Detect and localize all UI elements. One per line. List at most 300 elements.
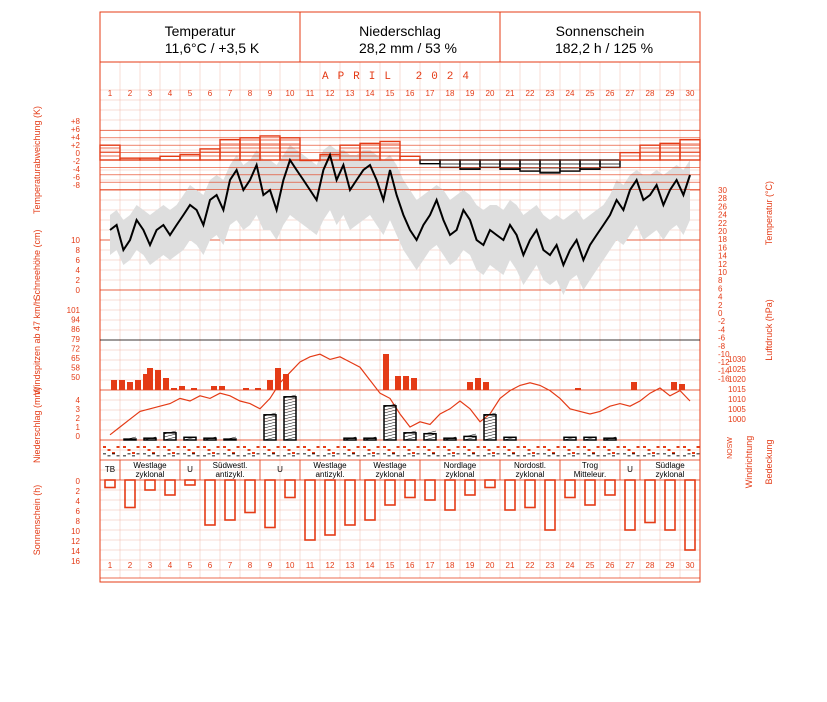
cloud-marker <box>208 453 211 455</box>
cloud-marker <box>243 455 246 457</box>
wind-marker <box>332 452 335 454</box>
day-label: 9 <box>267 89 273 98</box>
wind-marker <box>132 452 135 454</box>
cloud-marker <box>263 453 266 455</box>
wind-marker <box>243 446 246 448</box>
precip-hatch <box>484 422 496 425</box>
day-label: 19 <box>465 561 475 570</box>
day-label: 30 <box>685 561 695 570</box>
precip-tick: 2 <box>75 414 80 423</box>
cloud-marker <box>217 453 220 455</box>
wind-marker <box>317 446 320 448</box>
cloud-marker <box>657 453 660 455</box>
header-sunshine-title: Sonnenschein <box>555 23 645 39</box>
wind-marker <box>412 452 415 454</box>
wind-gust-bar <box>135 380 141 390</box>
wind-marker <box>283 446 286 448</box>
cloud-marker <box>317 455 320 457</box>
day-label: 23 <box>545 89 555 98</box>
day-label: 3 <box>147 561 153 570</box>
axis-title-wind-direction: Windrichtung <box>744 435 754 489</box>
weather-label: zyklonal <box>515 470 545 479</box>
wind-marker <box>683 446 686 448</box>
wind-marker <box>197 446 200 448</box>
axis-title-pressure: Luftdruck (hPa) <box>764 299 774 361</box>
wind-marker <box>337 446 340 448</box>
cloud-marker <box>352 453 355 455</box>
sunshine-tick: 4 <box>75 497 80 506</box>
cloud-marker <box>643 455 646 457</box>
cloud-marker <box>617 453 620 455</box>
sunshine-bar <box>545 480 555 530</box>
wind-marker <box>183 446 186 448</box>
precip-hatch <box>284 416 296 419</box>
deviation-bar <box>160 156 180 160</box>
cloud-marker <box>328 453 331 455</box>
day-label: 9 <box>267 561 273 570</box>
precip-hatch <box>284 410 296 413</box>
wind-marker <box>328 449 331 451</box>
axis-titles <box>32 106 774 555</box>
wind-marker <box>297 446 300 448</box>
weather-label: U <box>187 465 193 474</box>
cloud-marker <box>372 455 375 457</box>
day-label: 5 <box>187 561 193 570</box>
cloud-marker <box>248 453 251 455</box>
wind-marker <box>248 449 251 451</box>
sunshine-bar <box>465 480 475 495</box>
day-label: 3 <box>147 89 153 98</box>
cloud-marker <box>297 453 300 455</box>
day-label: 25 <box>585 561 595 570</box>
deviation-bar <box>400 156 420 160</box>
weather-label: U <box>627 465 633 474</box>
day-label: 27 <box>625 89 635 98</box>
precip-hatch <box>264 428 276 431</box>
sunshine-bar <box>505 480 515 510</box>
wind-marker <box>428 449 431 451</box>
wind-gust-bar <box>475 378 481 390</box>
deviation-bar <box>540 160 560 173</box>
sunshine-bar <box>245 480 255 513</box>
chart-grid <box>100 62 700 578</box>
precip-hatch <box>384 410 396 413</box>
temperature-tick: -10 <box>718 350 730 359</box>
cloud-marker <box>223 453 226 455</box>
day-label: 4 <box>167 561 173 570</box>
wind-gust-bar <box>171 388 177 390</box>
cloud-marker <box>388 455 391 457</box>
wind-gust-bar <box>155 370 161 390</box>
cloud-marker <box>468 455 471 457</box>
wind-marker <box>157 446 160 448</box>
precip-hatch <box>384 416 396 419</box>
cloud-marker <box>148 455 151 457</box>
precip-hatch <box>264 425 276 428</box>
precip-hatch <box>384 413 396 416</box>
precip-hatch <box>384 425 396 428</box>
day-label: 24 <box>565 561 575 570</box>
cloud-marker <box>177 453 180 455</box>
wind-marker <box>563 446 566 448</box>
sunshine-tick: 8 <box>75 517 80 526</box>
temperature-tick: 24 <box>718 210 727 220</box>
cloud-marker <box>672 453 675 455</box>
cloud-marker <box>563 455 566 457</box>
wind-marker <box>383 446 386 448</box>
wind-marker <box>443 446 446 448</box>
cloud-marker <box>552 453 555 455</box>
sunshine-bar <box>105 480 115 488</box>
sunshine-bar <box>285 480 295 498</box>
temperature-tick: 18 <box>718 235 727 245</box>
cloud-marker <box>592 453 595 455</box>
cloud-marker <box>157 455 160 457</box>
cloud-marker <box>648 453 651 455</box>
weather-label: zyklonal <box>655 470 685 479</box>
sunshine-bar <box>525 480 535 508</box>
sunshine-bar <box>125 480 135 508</box>
sunshine-bar <box>385 480 395 505</box>
day-label: 23 <box>545 561 555 570</box>
weather-label: Südlage <box>655 461 685 470</box>
cloud-marker <box>403 455 406 457</box>
cloud-marker <box>568 453 571 455</box>
wind-gust-bar <box>147 368 153 390</box>
wind-gust-bar <box>111 380 117 390</box>
deviation-tick: +8 <box>70 117 80 126</box>
wind-marker <box>348 449 351 451</box>
wind-marker <box>623 446 626 448</box>
wind-marker <box>497 446 500 448</box>
day-label: 22 <box>525 561 535 570</box>
day-label: 26 <box>605 89 615 98</box>
cloud-marker <box>363 455 366 457</box>
wind-marker <box>557 446 560 448</box>
wind-gust-bar <box>275 368 281 390</box>
cloud-marker <box>212 455 215 457</box>
cloud-marker <box>332 455 335 457</box>
cloud-marker <box>168 453 171 455</box>
precip-tick: 4 <box>75 396 80 405</box>
day-label: 21 <box>505 561 515 570</box>
axis-title-precipitation: Niederschlag (mm) <box>32 386 42 464</box>
wind-gust-bar <box>403 376 409 390</box>
deviation-bar <box>420 160 440 164</box>
cloud-marker <box>663 453 666 455</box>
wind-marker <box>663 446 666 448</box>
wind-marker <box>483 446 486 448</box>
wind-marker <box>597 446 600 448</box>
wind-marker <box>463 446 466 448</box>
day-label: 20 <box>485 89 495 98</box>
axis-title-wind: Windspitzen ab 47 km/h <box>32 298 42 396</box>
wind-marker <box>503 446 506 448</box>
temperature-tick: 0 <box>718 309 723 318</box>
wind-marker <box>537 446 540 448</box>
sunshine-bar <box>205 480 215 525</box>
wind-marker <box>368 449 371 451</box>
cloud-marker <box>492 455 495 457</box>
wind-tick: 65 <box>71 354 80 363</box>
precip-hatch <box>284 407 296 410</box>
precip-hatch <box>284 404 296 407</box>
day-label: 1 <box>107 561 113 570</box>
sunshine-tick: 12 <box>71 537 80 546</box>
wind-gust-bar <box>211 386 217 390</box>
deviation-tick: +6 <box>70 125 80 134</box>
wind-marker <box>363 446 366 448</box>
cloud-marker <box>683 455 686 457</box>
day-label: 12 <box>325 561 335 570</box>
wind-marker <box>457 446 460 448</box>
pressure-tick: 1005 <box>728 405 746 414</box>
weather-label: Westlage <box>313 461 347 470</box>
wind-gust-bar <box>255 388 261 390</box>
cloud-marker <box>172 455 175 457</box>
sunshine-bar <box>685 480 695 550</box>
sunshine-bar <box>325 480 335 535</box>
cloud-marker <box>477 455 480 457</box>
sunshine-tick: 6 <box>75 507 80 516</box>
cloud-marker <box>343 453 346 455</box>
cloud-marker <box>603 455 606 457</box>
sunshine-bar <box>605 480 615 495</box>
wind-direction-ticks: NOSW <box>727 437 734 459</box>
wind-marker <box>377 446 380 448</box>
cloud-marker <box>257 453 260 455</box>
wind-marker <box>492 452 495 454</box>
wind-marker <box>643 446 646 448</box>
cloud-marker <box>412 455 415 457</box>
precip-hatch <box>384 407 396 410</box>
cloud-marker <box>323 455 326 457</box>
temperature-tick: 26 <box>718 202 727 212</box>
cloud-marker <box>423 453 426 455</box>
deviation-tick: +4 <box>70 133 80 142</box>
cloud-marker <box>112 453 115 455</box>
sunshine-tick: 10 <box>71 527 80 536</box>
axis-title-temperature-deviation: Temperaturabweichung (K) <box>32 105 42 215</box>
day-label: 29 <box>665 561 675 570</box>
day-label: 10 <box>285 89 295 98</box>
wind-marker <box>212 452 215 454</box>
cloud-marker <box>337 453 340 455</box>
cloud-marker <box>443 455 446 457</box>
wind-marker <box>223 446 226 448</box>
weather-label: Nordlage <box>443 461 477 470</box>
cloud-marker <box>183 453 186 455</box>
cloud-marker <box>528 453 531 455</box>
day-label: 16 <box>405 89 415 98</box>
cloud-marker <box>577 453 580 455</box>
cloud-marker <box>368 453 371 455</box>
header-precipitation-value: 28,2 mm / 53 % <box>358 40 458 56</box>
wind-gust-bar <box>383 354 389 390</box>
cloud-marker <box>503 453 506 455</box>
deviation-bar <box>180 154 200 160</box>
wind-tick: 72 <box>71 344 80 354</box>
month-title: APRIL 2024 <box>321 71 479 83</box>
sunshine-tick: 16 <box>71 557 80 566</box>
precip-hatch <box>424 434 436 437</box>
pressure-tick: 1030 <box>728 355 746 364</box>
pressure-tick: 1010 <box>728 395 746 404</box>
day-label: 28 <box>645 561 655 570</box>
temperature-tick: -4 <box>718 325 726 335</box>
cloud-marker <box>397 455 400 457</box>
wind-marker <box>468 449 471 451</box>
day-label: 13 <box>345 89 355 98</box>
cloud-marker <box>123 455 126 457</box>
cloud-marker <box>652 455 655 457</box>
wind-marker <box>308 449 311 451</box>
cloud-marker <box>472 453 475 455</box>
cloud-marker <box>228 455 231 457</box>
precip-hatch <box>384 428 396 431</box>
cloud-marker <box>383 453 386 455</box>
wind-gust-bars <box>111 354 685 390</box>
temperature-tick: 14 <box>718 251 727 261</box>
wind-marker <box>448 449 451 451</box>
wind-cloud-markers <box>103 446 700 457</box>
weather-label: Südwestl. <box>212 461 248 470</box>
wind-marker <box>343 446 346 448</box>
wind-marker <box>523 446 526 448</box>
wind-marker <box>488 449 491 451</box>
temperature-tick: 16 <box>718 243 727 253</box>
precip-tick: 0 <box>75 432 80 441</box>
sunshine-bar <box>445 480 455 510</box>
cloud-marker <box>632 453 635 455</box>
precip-hatch <box>284 434 296 437</box>
wind-marker <box>257 446 260 448</box>
wind-marker <box>168 449 171 451</box>
temperature-tick: 20 <box>718 227 727 236</box>
precip-hatch <box>284 398 296 401</box>
cloud-marker <box>628 455 631 457</box>
wind-marker <box>452 452 455 454</box>
cloud-marker <box>252 455 255 457</box>
cloud-marker <box>508 455 511 457</box>
day-label: 13 <box>345 561 355 570</box>
day-label: 16 <box>405 561 415 570</box>
cloud-marker <box>623 453 626 455</box>
cloud-marker <box>288 453 291 455</box>
cloud-marker <box>312 453 315 455</box>
snow-tick: 10 <box>71 236 80 245</box>
cloud-marker <box>268 455 271 457</box>
wind-tick: 58 <box>71 363 80 373</box>
day-label: 5 <box>187 89 193 98</box>
wind-marker <box>652 452 655 454</box>
weather-label: Trog <box>581 461 599 470</box>
wind-gust-bar <box>243 388 249 390</box>
deviation-tick: -8 <box>72 181 80 190</box>
wind-marker <box>263 446 266 448</box>
wind-marker <box>688 449 691 451</box>
cloud-marker <box>583 453 586 455</box>
weather-label: Nordostl. <box>513 461 547 470</box>
wind-gust-bar <box>575 388 581 390</box>
cloud-marker <box>143 453 146 455</box>
cloud-marker <box>163 455 166 457</box>
wind-tick: 94 <box>71 315 80 325</box>
wind-marker <box>172 452 175 454</box>
wind-marker <box>357 446 360 448</box>
cloud-marker <box>437 455 440 457</box>
precip-bar <box>384 406 396 440</box>
wind-gust-bar <box>395 376 401 390</box>
snow-tick: 4 <box>75 266 80 275</box>
deviation-bar <box>560 160 580 171</box>
wind-gust-bar <box>679 384 685 390</box>
cloud-marker <box>497 453 500 455</box>
wind-marker <box>288 449 291 451</box>
cloud-marker <box>537 453 540 455</box>
precip-hatch <box>484 431 496 434</box>
precip-hatch <box>264 434 276 437</box>
day-label: 30 <box>685 89 695 98</box>
weather-label: zyklonal <box>135 470 165 479</box>
precip-hatch <box>284 428 296 431</box>
day-label: 14 <box>365 89 375 98</box>
pressure-tick: 1000 <box>728 415 746 424</box>
weather-label: antizykl. <box>315 470 345 479</box>
cloud-marker <box>692 455 695 457</box>
pressure-tick: 1020 <box>728 375 746 384</box>
weather-label: antizykl. <box>215 470 245 479</box>
day-label: 11 <box>305 89 315 98</box>
precip-hatch <box>264 416 276 419</box>
cloud-marker <box>457 453 460 455</box>
wind-gust-bar <box>127 382 133 390</box>
wind-marker <box>143 446 146 448</box>
deviation-tick: 0 <box>75 149 80 158</box>
precip-tick: 1 <box>75 423 80 432</box>
cloud-marker <box>152 453 155 455</box>
precip-hatch <box>484 428 496 431</box>
wind-marker <box>637 446 640 448</box>
cloud-marker <box>572 455 575 457</box>
wind-marker <box>268 449 271 451</box>
day-label: 26 <box>605 561 615 570</box>
day-label: 22 <box>525 89 535 98</box>
temperature-tick: -12 <box>718 358 730 368</box>
wind-gust-bar <box>411 378 417 390</box>
wind-marker <box>617 446 620 448</box>
wind-marker <box>583 446 586 448</box>
day-label: 7 <box>227 89 233 98</box>
day-label: 19 <box>465 89 475 98</box>
wind-marker <box>568 449 571 451</box>
cloud-marker <box>272 453 275 455</box>
wind-marker <box>388 449 391 451</box>
day-label: 11 <box>305 561 315 570</box>
cloud-marker <box>348 455 351 457</box>
day-label: 4 <box>167 89 173 98</box>
weather-label: Westlage <box>373 461 407 470</box>
wind-marker <box>423 446 426 448</box>
weather-pattern-row <box>100 460 685 480</box>
cloud-marker <box>597 455 600 457</box>
wind-marker <box>543 446 546 448</box>
wind-marker <box>228 449 231 451</box>
day-label: 24 <box>565 89 575 98</box>
day-label: 18 <box>445 561 455 570</box>
cloud-marker <box>588 455 591 457</box>
temperature-tick: 2 <box>718 300 723 310</box>
